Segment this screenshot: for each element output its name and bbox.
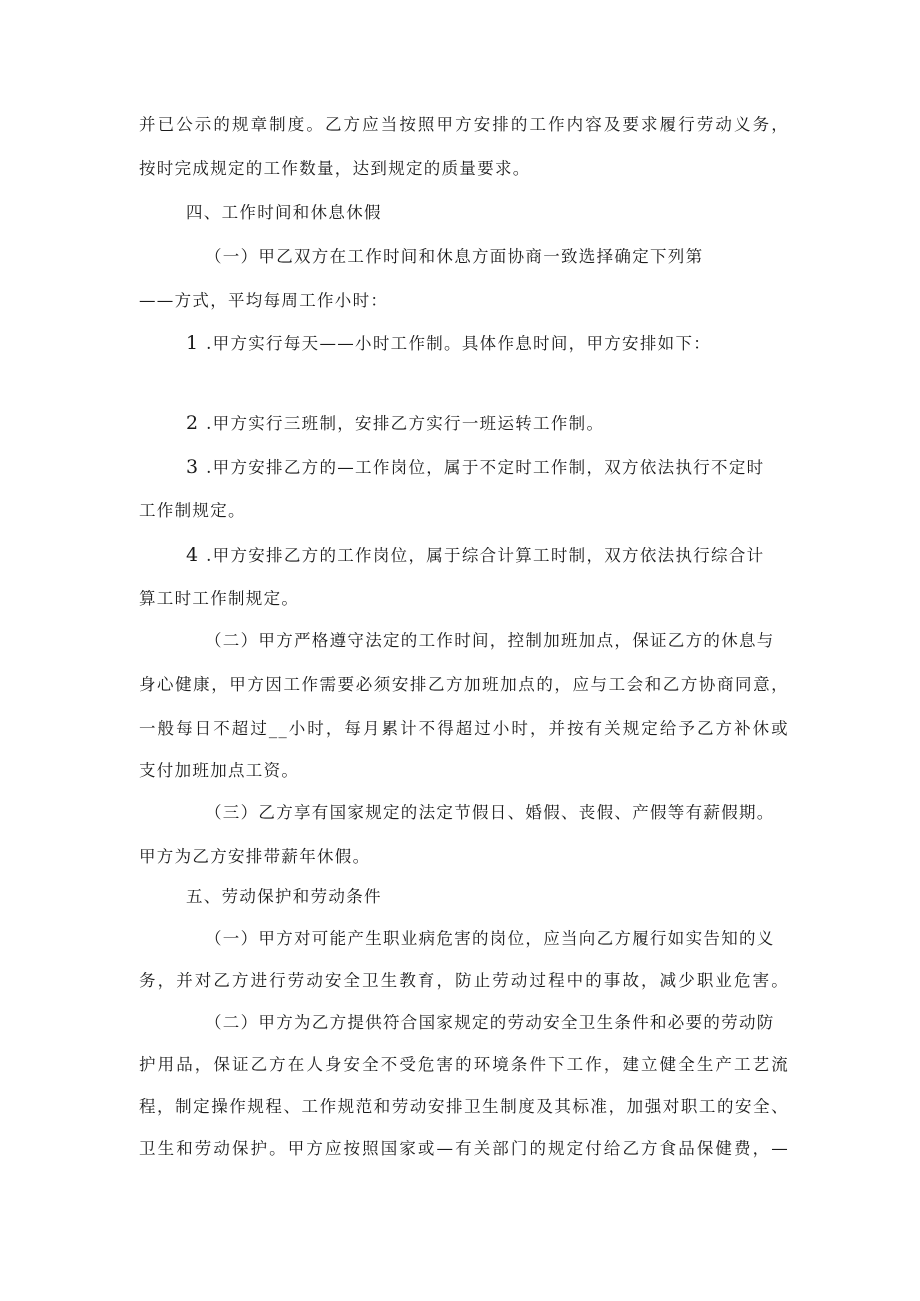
text-line: 卫生和劳动保护。甲方应按照国家或—有关部门的规定付给乙方食品保健费，— <box>139 1139 789 1158</box>
text-line: 支付加班加点工资。 <box>139 761 300 780</box>
numbered-item <box>186 411 836 436</box>
text-line: 工作制规定。 <box>139 501 246 520</box>
text-line: 务，并对乙方进行劳动安全卫生教育，防止劳动过程中的事故，减少职业危害。 <box>139 971 789 990</box>
item-text: .甲方实行每天——小时工作制。具体作息时间，甲方安排如下： <box>206 334 712 353</box>
text-line: ——方式，平均每周工作小时： <box>139 291 389 310</box>
text-line: 一般每日不超过__小时，每月累计不得超过小时，并按有关规定给予乙方补休或 <box>139 719 789 738</box>
text-line: 按时完成规定的工作数量，达到规定的质量要求。 <box>139 159 531 178</box>
item-text: .甲方安排乙方的—工作岗位，属于不定时工作制，双方依法执行不定时 <box>206 458 765 477</box>
section-heading: 五、劳动保护和劳动条件 <box>186 887 382 906</box>
item-number: 4 <box>186 544 199 566</box>
text-line: 甲方为乙方安排带薪年休假。 <box>139 847 371 866</box>
numbered-item <box>186 331 836 356</box>
section-heading: 四、工作时间和休息休假 <box>186 203 382 222</box>
text-line: （一）甲乙双方在工作时间和休息方面协商一致选择确定下列第 <box>205 247 704 266</box>
numbered-item <box>186 543 836 568</box>
text-line: （三）乙方享有国家规定的法定节假日、婚假、丧假、产假等有薪假期。 <box>205 803 775 822</box>
numbered-item <box>186 455 836 480</box>
text-line: （二）甲方严格遵守法定的工作时间，控制加班加点，保证乙方的休息与 <box>205 631 775 650</box>
text-line: （二）甲方为乙方提供符合国家规定的劳动安全卫生条件和必要的劳动防 <box>205 1013 775 1032</box>
item-text: .甲方实行三班制，安排乙方实行一班运转工作制。 <box>206 414 605 433</box>
item-text: .甲方安排乙方的工作岗位，属于综合计算工时制，双方依法执行综合计 <box>206 546 765 565</box>
text-line: 身心健康，甲方因工作需要必须安排乙方加班加点的，应与工会和乙方协商同意， <box>139 675 789 694</box>
text-line: 算工时工作制规定。 <box>139 589 300 608</box>
text-line: （一）甲方对可能产生职业病危害的岗位，应当向乙方履行如实告知的义 <box>205 929 775 948</box>
text-line: 并已公示的规章制度。乙方应当按照甲方安排的工作内容及要求履行劳动义务， <box>139 115 789 134</box>
item-number: 1 <box>186 332 199 354</box>
text-line: 护用品，保证乙方在人身安全不受危害的环境条件下工作，建立健全生产工艺流 <box>139 1055 789 1074</box>
text-line: 程，制定操作规程、工作规范和劳动安排卫生制度及其标准，加强对职工的安全、 <box>139 1097 789 1116</box>
item-number: 3 <box>186 456 199 478</box>
item-number: 2 <box>186 412 199 434</box>
